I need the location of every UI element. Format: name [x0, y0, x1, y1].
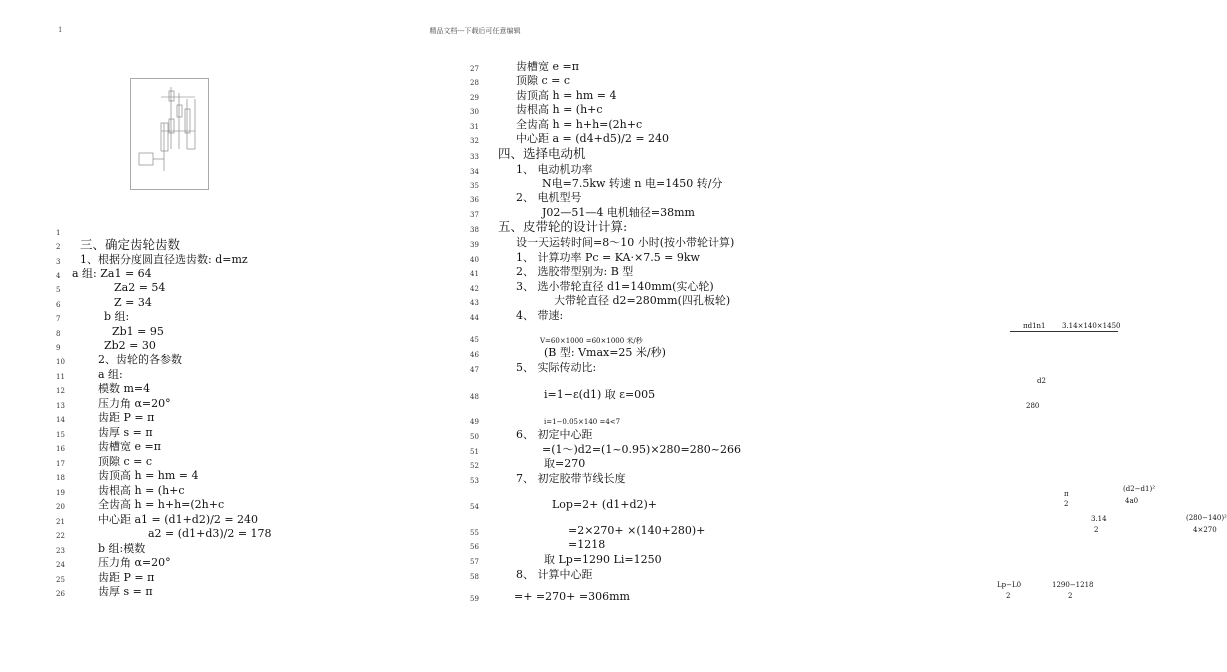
i-numerator: d2 — [1037, 377, 1046, 385]
sq2-numerator: (280−140)² — [1186, 514, 1227, 522]
c-denominator: 2 — [1068, 592, 1073, 600]
v-fraction-bar — [1010, 331, 1118, 332]
two-denominator: 2 — [1064, 500, 1069, 508]
sq2-denominator: 4×270 — [1193, 526, 1217, 534]
v-numerator-2: 3.14×140×1450 — [1062, 322, 1121, 330]
lc-denominator: 2 — [1006, 592, 1011, 600]
sq-numerator: (d2−d1)² — [1123, 485, 1156, 493]
v-numerator-1: πd1n1 — [1023, 322, 1046, 330]
n2-denominator: 2 — [1094, 526, 1099, 534]
gearbox-drawing — [131, 79, 208, 189]
n314-numerator: 3.14 — [1091, 515, 1107, 523]
sq-denominator: 4a0 — [1125, 497, 1139, 505]
i2-numerator: 280 — [1026, 402, 1040, 410]
page-header: 精品文档---下载后可任意编辑 — [429, 27, 521, 35]
page-number: 1 — [58, 26, 63, 34]
lc-numerator: Lp−L0 — [997, 581, 1022, 589]
pi-numerator: π — [1064, 490, 1069, 498]
gearbox-diagram — [130, 78, 209, 190]
c-numerator: 1290−1218 — [1052, 581, 1094, 589]
